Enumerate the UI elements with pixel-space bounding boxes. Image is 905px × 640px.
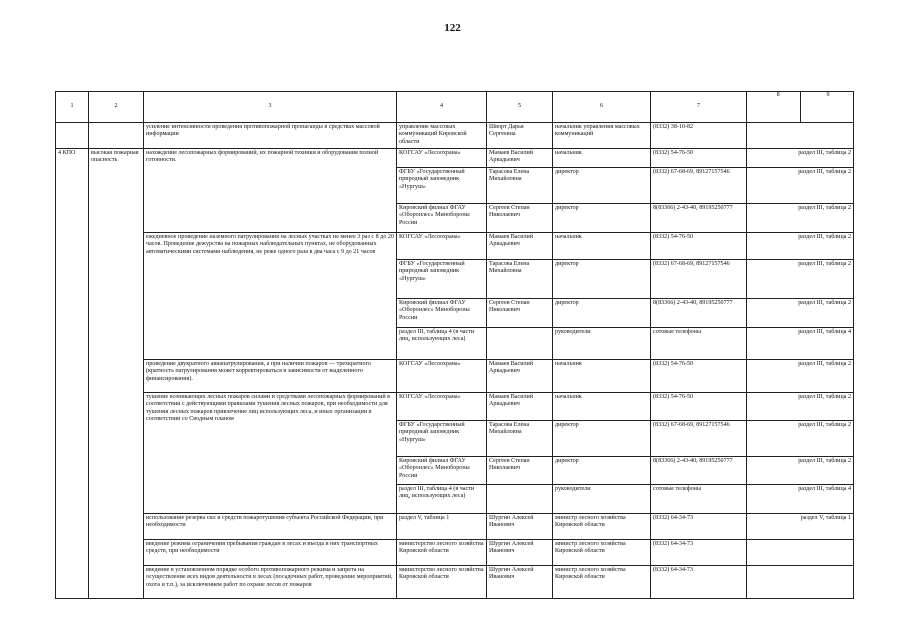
cell-person: Мамаев Василий Аркадьевич <box>487 232 553 259</box>
cell-position: директор <box>553 420 651 456</box>
table-row <box>56 232 854 259</box>
cell-position: директор <box>553 298 651 327</box>
cell-phone: (8332) 54-76-50 <box>651 232 747 259</box>
cell-person: Шургин Алексей Иванович <box>487 565 553 598</box>
cell-measure: тушение возникающих лесных пожаров силами и средствами лесопожарных формирований в соответствии с действующими правилами тушения лесных пожаров, при необходимости для тушения лесных пожаров привлечение лиц использующих леса, и иных организации в соответствии со Сводным планом <box>144 392 397 513</box>
cell-reference: раздел III, таблица 2 <box>747 203 854 232</box>
cell-position: руководители <box>553 327 651 359</box>
cell-phone: (8332) 54-76-50 <box>651 148 747 167</box>
column-number: 2 <box>89 92 144 123</box>
cell-organization: КОГСАУ «Лесоохрана» <box>397 232 487 259</box>
cell-reference: раздел III, таблица 2 <box>747 232 854 259</box>
cell-reference <box>747 539 854 565</box>
column-divider <box>800 92 801 122</box>
column-number-row <box>56 92 854 123</box>
cell-phone: (8332) 67-68-69, 89127157546 <box>651 167 747 203</box>
cell-person: Сергеев Степан Николаевич <box>487 203 553 232</box>
table-row <box>56 392 854 420</box>
cell-organization: министерство лесного хозяйства Кировской области <box>397 565 487 598</box>
table-row <box>56 359 854 392</box>
cell-organization: Кировский филиал ФГАУ «Оборонлес» Минобороны России <box>397 203 487 232</box>
column-number: 6 <box>553 92 651 123</box>
column-number-pair <box>747 92 854 123</box>
cell-class <box>56 122 89 148</box>
cell-position: директор <box>553 456 651 484</box>
cell-position: начальник <box>553 392 651 420</box>
cell-organization: Кировский филиал ФГАУ «Оборонлес» Минобороны России <box>397 298 487 327</box>
cell-phone: сотовые телефоны <box>651 327 747 359</box>
cell-organization: ФГБУ «Государственный природный заповедник «Нургуш» <box>397 167 487 203</box>
cell-reference: раздел III, таблица 4 <box>747 327 854 359</box>
response-measures-table <box>55 91 854 599</box>
cell-organization: раздел V, таблица 1 <box>397 513 487 539</box>
cell-phone: (8332) 67-68-69, 89127157546 <box>651 259 747 298</box>
cell-phone: 8(83366) 2-43-40, 89195250777 <box>651 456 747 484</box>
cell-position: начальник <box>553 359 651 392</box>
cell-person: Сергеев Степан Николаевич <box>487 456 553 484</box>
cell-phone: (8332) 54-76-50 <box>651 359 747 392</box>
column-number: 4 <box>397 92 487 123</box>
column-number: 7 <box>651 92 747 123</box>
cell-measure: нахождение лесопожарных формирований, их пожарной техники и оборудования полной готовности. <box>144 148 397 232</box>
cell-phone: (8332) 64-34-73 <box>651 565 747 598</box>
cell-person: Мамаев Василий Аркадьевич <box>487 392 553 420</box>
cell-organization: КОГСАУ «Лесоохрана» <box>397 392 487 420</box>
cell-position: министр лесного хозяйства Кировской области <box>553 565 651 598</box>
cell-reference: раздел III, таблица 2 <box>747 456 854 484</box>
cell-person: Тарасова Елена Михайловна <box>487 420 553 456</box>
cell-position: министр лесного хозяйства Кировской области <box>553 513 651 539</box>
cell-phone: (8332) 67-68-69, 89127157546 <box>651 420 747 456</box>
cell-position: директор <box>553 203 651 232</box>
cell-phone: (8332) 54-76-50 <box>651 392 747 420</box>
cell-organization: КОГСАУ «Лесоохрана» <box>397 148 487 167</box>
cell-position: начальник <box>553 148 651 167</box>
cell-measure: усиление интенсивности проведения противопожарной пропаганды в средствах массовой информации <box>144 122 397 148</box>
cell-organization: министерство лесного хозяйства Кировской области <box>397 539 487 565</box>
cell-organization: раздел III, таблица 4 (в части лиц, использующих леса) <box>397 327 487 359</box>
cell-reference <box>747 122 854 148</box>
cell-measure: использование резерва сил и средств пожаротушения субъекта Российской Федерации, при необходимости <box>144 513 397 539</box>
column-number: 5 <box>487 92 553 123</box>
cell-position: директор <box>553 259 651 298</box>
cell-person: Шургин Алексей Иванович <box>487 513 553 539</box>
cell-organization: ФГБУ «Государственный природный заповедник «Нургуш» <box>397 420 487 456</box>
cell-position: министр лесного хозяйства Кировской области <box>553 539 651 565</box>
cell-organization: Кировский филиал ФГАУ «Оборонлес» Минобороны России <box>397 456 487 484</box>
cell-person: Мамаев Василий Аркадьевич <box>487 359 553 392</box>
cell-person <box>487 327 553 359</box>
cell-phone: (8332) 64-34-73 <box>651 513 747 539</box>
page-number: 122 <box>444 22 461 34</box>
cell-person: Сергеев Степан Николаевич <box>487 298 553 327</box>
cell-reference: раздел III, таблица 2 <box>747 298 854 327</box>
cell-reference: раздел III, таблица 2 <box>747 392 854 420</box>
cell-reference: раздел III, таблица 2 <box>747 167 854 203</box>
table-row <box>56 513 854 539</box>
cell-phone: (8332) 64-34-73 <box>651 539 747 565</box>
cell-organization: раздел III, таблица 4 (в части лиц, использующих леса) <box>397 484 487 513</box>
column-number: 3 <box>144 92 397 123</box>
cell-organization: управление массовых коммуникаций Кировской области <box>397 122 487 148</box>
table-row <box>56 122 854 148</box>
cell-person: Шургин Алексей Иванович <box>487 539 553 565</box>
cell-measure: ежедневное проведение наземного патрулирования на лесных участках не менее 3 раз с 8 до 20 часов. Проведение дежурства на пожарных наблюдательных пунктах, не оборудованных автоматическими системами наблюдения, не реже одного раза в два часа с 9 до 21 часов <box>144 232 397 359</box>
cell-person: Шворт Дарья Сергеевна <box>487 122 553 148</box>
cell-position: директор <box>553 167 651 203</box>
cell-reference: раздел III, таблица 2 <box>747 359 854 392</box>
cell-reference: раздел III, таблица 2 <box>747 259 854 298</box>
cell-measure: введение режима ограничения пребывания граждан в лесах и въезда в них транспортных средств, при необходимости <box>144 539 397 565</box>
cell-person: Тарасова Елена Михайловна <box>487 167 553 203</box>
cell-phone: 8(83366) 2-43-40, 89195250777 <box>651 298 747 327</box>
cell-phone: сотовые телефоны <box>651 484 747 513</box>
cell-reference <box>747 565 854 598</box>
cell-measure: проведение двукратного авиапатрулирования, а при наличии пожаров — трехкратного (кратность патрулирования может корректироваться в зависимости от выделенного финансирования). <box>144 359 397 392</box>
table-row <box>56 148 854 167</box>
cell-person: Тарасова Елена Михайловна <box>487 259 553 298</box>
column-number: 9 <box>826 92 830 98</box>
cell-reference: раздел III, таблица 2 <box>747 148 854 167</box>
column-number: 1 <box>56 92 89 123</box>
cell-position: начальник <box>553 232 651 259</box>
cell-phone: (8332) 38-10-82 <box>651 122 747 148</box>
table-row <box>56 539 854 565</box>
cell-person <box>487 484 553 513</box>
cell-position: руководители <box>553 484 651 513</box>
cell-level <box>89 122 144 148</box>
cell-reference: раздел III, таблица 2 <box>747 420 854 456</box>
cell-organization: ФГБУ «Государственный природный заповедник «Нургуш» <box>397 259 487 298</box>
column-number: 8 <box>776 92 780 98</box>
cell-position: начальник управления массовых коммуникаций <box>553 122 651 148</box>
cell-reference: раздел V, таблица 1 <box>747 513 854 539</box>
cell-measure: введение в установленном порядке особого противопожарного режима и запрета на осуществление всех видов деятельности в лесах (посадочных работ, проведение мероприятий, охота и т.п.), за исключением работ по охране лесов от пожаров <box>144 565 397 598</box>
cell-phone: 8(83366) 2-43-40, 89195250777 <box>651 203 747 232</box>
cell-person: Мамаев Василий Аркадьевич <box>487 148 553 167</box>
cell-organization: КОГСАУ «Лесоохрана» <box>397 359 487 392</box>
cell-reference: раздел III, таблица 4 <box>747 484 854 513</box>
cell-class: 4 КПО <box>56 148 89 598</box>
table-row <box>56 565 854 598</box>
cell-level: высокая пожарная опасность <box>89 148 144 598</box>
